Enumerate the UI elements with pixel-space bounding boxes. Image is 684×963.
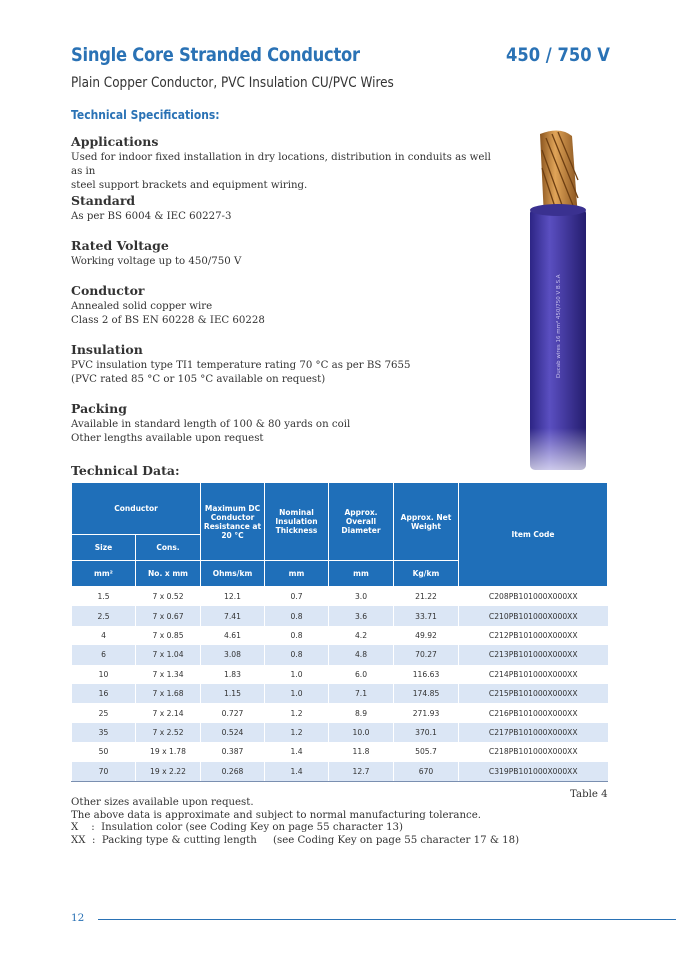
table-cell: 0.7 bbox=[265, 587, 329, 607]
section-heading: Packing bbox=[71, 401, 128, 416]
section-text: Available in standard length of 100 & 80 yards on coil Other lengths available upon request bbox=[71, 419, 351, 444]
table-cell: 8.9 bbox=[329, 703, 394, 722]
table-cell: 0.8 bbox=[265, 626, 329, 645]
table-cell: C218PB101000X000XX bbox=[459, 742, 608, 761]
section-text: Used for indoor fixed installation in dry locations, distribution in conduits as well as in steel support brackets and equipment wiring. bbox=[71, 152, 491, 191]
cable-illustration bbox=[520, 128, 600, 488]
table-row bbox=[72, 742, 608, 761]
table-cell: 0.387 bbox=[201, 742, 265, 761]
notes bbox=[71, 797, 519, 847]
table-cell: 1.4 bbox=[265, 762, 329, 782]
table-cell: C212PB101000X000XX bbox=[459, 626, 608, 645]
note-line: XX : Packing type & cutting length (see Coding Key on page 55 character 17 & 18) bbox=[71, 834, 520, 846]
table-cell: C208PB101000X000XX bbox=[459, 587, 608, 607]
table-cell: 12.7 bbox=[329, 762, 394, 782]
table-cell: 1.2 bbox=[265, 703, 329, 722]
table-cell: 2.5 bbox=[72, 606, 136, 625]
table-cell: C215PB101000X000XX bbox=[459, 684, 608, 703]
table-row bbox=[72, 703, 608, 722]
table-cell: 7 x 0.67 bbox=[136, 606, 201, 625]
table-cell: 4.2 bbox=[329, 626, 394, 645]
cable-print: Ducab wires 16 mm² 450/750 V B.S.A bbox=[556, 274, 562, 378]
table-cell: C217PB101000X000XX bbox=[459, 723, 608, 742]
section-rated-voltage bbox=[71, 238, 501, 269]
section-insulation bbox=[71, 342, 501, 387]
table-cell: 21.22 bbox=[394, 587, 459, 607]
table-cell: 70 bbox=[72, 762, 136, 782]
section-text: PVC insulation type TI1 temperature rating 70 °C as per BS 7655 (PVC rated 85 °C or 105 °C available on request) bbox=[71, 360, 411, 385]
table-cell: 11.8 bbox=[329, 742, 394, 761]
table-cell: 33.71 bbox=[394, 606, 459, 625]
section-text: Annealed solid copper wire Class 2 of BS EN 60228 & IEC 60228 bbox=[71, 301, 265, 326]
table-cell: 7 x 0.85 bbox=[136, 626, 201, 645]
table-cell: 1.15 bbox=[201, 684, 265, 703]
table-cell: 7 x 2.14 bbox=[136, 703, 201, 722]
voltage-rating: 450 / 750 V bbox=[506, 44, 610, 66]
table-cell: 4.61 bbox=[201, 626, 265, 645]
table-cell: 3.6 bbox=[329, 606, 394, 625]
table-row bbox=[72, 723, 608, 742]
table-cell: 0.8 bbox=[265, 645, 329, 664]
table-cell: 3.08 bbox=[201, 645, 265, 664]
table-row bbox=[72, 587, 608, 607]
header-conductor: Conductor bbox=[72, 483, 201, 535]
table-cell: 1.0 bbox=[265, 665, 329, 684]
unit-resistance: Ohms/km bbox=[201, 561, 265, 587]
table-cell: 271.93 bbox=[394, 703, 459, 722]
section-heading: Insulation bbox=[71, 342, 143, 357]
section-heading: Conductor bbox=[71, 283, 145, 298]
table-cell: 7 x 1.34 bbox=[136, 665, 201, 684]
section-heading: Rated Voltage bbox=[71, 238, 169, 253]
table-cell: 1.4 bbox=[265, 742, 329, 761]
table-cell: 6 bbox=[72, 645, 136, 664]
table-cell: 6.0 bbox=[329, 665, 394, 684]
section-heading: Applications bbox=[71, 134, 159, 149]
table-cell: 0.8 bbox=[265, 606, 329, 625]
table-cell: 116.63 bbox=[394, 665, 459, 684]
table-cell: 7.1 bbox=[329, 684, 394, 703]
section-standard bbox=[71, 193, 501, 224]
table-cell: 1.83 bbox=[201, 665, 265, 684]
note-line: Other sizes available upon request. bbox=[71, 797, 254, 808]
table-cell: 4.8 bbox=[329, 645, 394, 664]
table-row bbox=[72, 684, 608, 703]
table-cell: 49.92 bbox=[394, 626, 459, 645]
table-cell: 10.0 bbox=[329, 723, 394, 742]
table-cell: 7.41 bbox=[201, 606, 265, 625]
table-cell: 7 x 1.68 bbox=[136, 684, 201, 703]
note-line: The above data is approximate and subject to normal manufacturing tolerance. bbox=[71, 809, 482, 821]
page-number: 12 bbox=[71, 912, 85, 924]
section-applications bbox=[71, 134, 501, 193]
header-cons: Cons. bbox=[136, 535, 201, 561]
table-cell: 670 bbox=[394, 762, 459, 782]
section-text: Working voltage up to 450/750 V bbox=[71, 256, 242, 267]
section-conductor bbox=[71, 283, 501, 328]
technical-data-table bbox=[71, 482, 608, 782]
table-cell: 0.268 bbox=[201, 762, 265, 782]
table-cell: 7 x 0.52 bbox=[136, 587, 201, 607]
table-row bbox=[72, 645, 608, 664]
table-cell: 0.727 bbox=[201, 703, 265, 722]
header-resistance: Maximum DC Conductor Resistance at 20 °C bbox=[201, 483, 265, 561]
table-cell: 1.0 bbox=[265, 684, 329, 703]
table-cell: 0.524 bbox=[201, 723, 265, 742]
table-cell: 50 bbox=[72, 742, 136, 761]
header-size: Size bbox=[72, 535, 136, 561]
table-cell: 16 bbox=[72, 684, 136, 703]
table-row bbox=[72, 665, 608, 684]
tech-spec-heading: Technical Specifications: bbox=[71, 107, 220, 122]
technical-data-heading: Technical Data: bbox=[71, 463, 180, 478]
table-cell: 70.27 bbox=[394, 645, 459, 664]
section-packing bbox=[71, 401, 501, 446]
table-caption: Table 4 bbox=[570, 789, 608, 800]
table-cell: 25 bbox=[72, 703, 136, 722]
table-row bbox=[72, 626, 608, 645]
note-line: X : Insulation color (see Coding Key on page 55 character 13) bbox=[71, 822, 404, 833]
table-cell: 10 bbox=[72, 665, 136, 684]
table-cell: 35 bbox=[72, 723, 136, 742]
unit-weight: Kg/km bbox=[394, 561, 459, 587]
unit-cons: No. x mm bbox=[136, 561, 201, 587]
table-cell: C210PB101000X000XX bbox=[459, 606, 608, 625]
table-cell: 19 x 2.22 bbox=[136, 762, 201, 782]
table-cell: 7 x 1.04 bbox=[136, 645, 201, 664]
table-cell: 19 x 1.78 bbox=[136, 742, 201, 761]
table-cell: 1.2 bbox=[265, 723, 329, 742]
section-heading: Standard bbox=[71, 193, 136, 208]
table-cell: 7 x 2.52 bbox=[136, 723, 201, 742]
table-cell: C214PB101000X000XX bbox=[459, 665, 608, 684]
header-diameter: Approx. Overall Diameter bbox=[329, 483, 394, 561]
header-item-code: Item Code bbox=[459, 483, 608, 587]
table-row bbox=[72, 762, 608, 782]
header-thickness: Nominal Insulation Thickness bbox=[265, 483, 329, 561]
unit-diameter: mm bbox=[329, 561, 394, 587]
unit-size: mm² bbox=[72, 561, 136, 587]
table-cell: 1.5 bbox=[72, 587, 136, 607]
footer-divider bbox=[98, 919, 676, 920]
table-cell: 3.0 bbox=[329, 587, 394, 607]
unit-thickness: mm bbox=[265, 561, 329, 587]
table-row bbox=[72, 606, 608, 625]
table-cell: 4 bbox=[72, 626, 136, 645]
table-cell: 174.85 bbox=[394, 684, 459, 703]
table-cell: 370.1 bbox=[394, 723, 459, 742]
table-cell: 505.7 bbox=[394, 742, 459, 761]
table-cell: C319PB101000X000XX bbox=[459, 762, 608, 782]
header-weight: Approx. Net Weight bbox=[394, 483, 459, 561]
section-text: As per BS 6004 & IEC 60227-3 bbox=[71, 211, 232, 222]
page-subtitle: Plain Copper Conductor, PVC Insulation CU/PVC Wires bbox=[71, 75, 394, 91]
table-cell: C213PB101000X000XX bbox=[459, 645, 608, 664]
table-cell: C216PB101000X000XX bbox=[459, 703, 608, 722]
page-title: Single Core Stranded Conductor bbox=[71, 44, 360, 66]
table-cell: 12.1 bbox=[201, 587, 265, 607]
